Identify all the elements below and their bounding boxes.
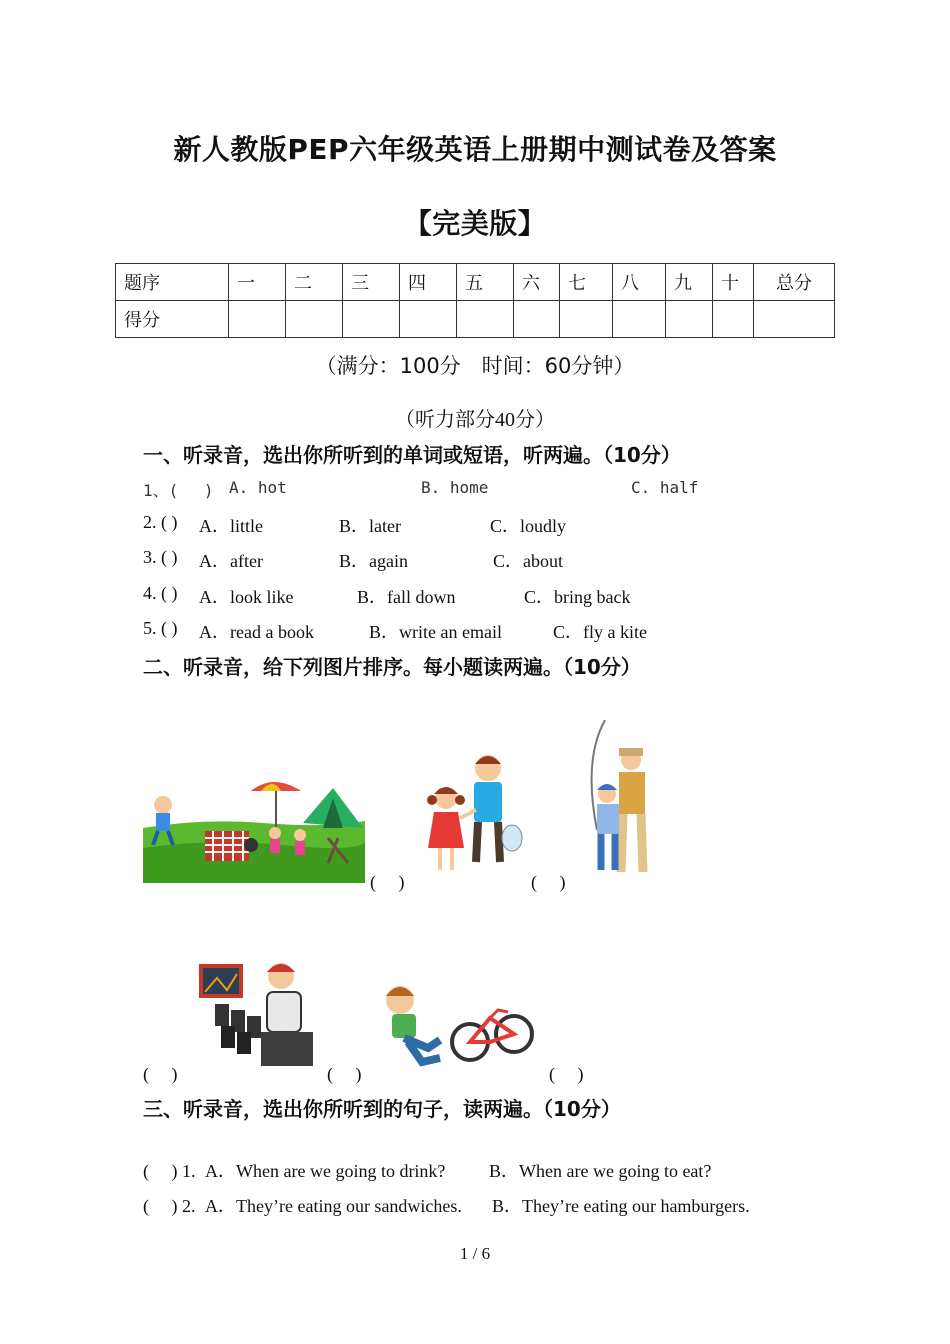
question-number: 5. ( ) — [143, 618, 178, 638]
option-b[interactable]: B．When are we going to eat? — [489, 1161, 712, 1181]
section1-heading: 一、听录音，选出你所听到的单词或短语，听两遍。（10分） — [143, 443, 681, 467]
sentence-question-1 — [143, 1157, 843, 1179]
header-cell: 七 — [560, 264, 613, 301]
score-cell[interactable] — [666, 301, 713, 338]
score-table-header-row — [116, 264, 835, 301]
header-cell: 二 — [286, 264, 343, 301]
answer-blank[interactable]: ( ) — [143, 1064, 178, 1084]
header-cell: 三 — [343, 264, 400, 301]
score-cell[interactable] — [613, 301, 666, 338]
answer-blank[interactable]: ( ) — [327, 1064, 362, 1084]
option-b[interactable]: B．later — [339, 516, 401, 536]
option-b[interactable]: B．write an email — [369, 622, 502, 642]
score-cell[interactable] — [343, 301, 400, 338]
score-cell[interactable] — [560, 301, 613, 338]
score-cell[interactable] — [754, 301, 835, 338]
option-a[interactable]: A．look like — [199, 587, 294, 607]
option-a[interactable]: A．after — [199, 551, 263, 571]
option-c[interactable]: C．loudly — [490, 516, 567, 536]
score-cell[interactable] — [286, 301, 343, 338]
option-b[interactable]: B．again — [339, 551, 408, 571]
option-b[interactable]: B．They’re eating our hamburgers. — [492, 1196, 750, 1216]
question-number: 4. ( ) — [143, 583, 178, 603]
header-cell: 四 — [400, 264, 457, 301]
question-2 — [143, 512, 843, 534]
header-cell: 一 — [229, 264, 286, 301]
option-a[interactable]: A．read a book — [199, 622, 314, 642]
header-cell: 题序 — [116, 264, 229, 301]
score-cell[interactable] — [457, 301, 514, 338]
answer-blank[interactable]: ( ) — [370, 872, 405, 892]
question-number: ( ) 2. — [143, 1196, 196, 1216]
header-cell: 九 — [666, 264, 713, 301]
listening-part-label: （听力部分40分） — [395, 409, 555, 431]
question-4 — [143, 583, 843, 605]
question-5 — [143, 618, 843, 640]
question-number: 2. ( ) — [143, 512, 178, 532]
score-cell[interactable] — [400, 301, 457, 338]
header-cell: 六 — [514, 264, 560, 301]
grandpa-fishing-image — [583, 720, 663, 880]
question-1 — [143, 478, 843, 500]
question-number: ( ) 1. — [143, 1161, 196, 1181]
header-cell: 五 — [457, 264, 514, 301]
question-3 — [143, 547, 843, 569]
option-c[interactable]: C．about — [493, 551, 563, 571]
option-b[interactable]: B. home — [421, 478, 489, 497]
option-c[interactable]: C. half — [631, 478, 699, 497]
header-cell: 八 — [613, 264, 666, 301]
document-title: 新人教版PEP六年级英语上册期中测试卷及答案 — [173, 133, 777, 166]
header-cell: 十 — [713, 264, 754, 301]
option-c[interactable]: C．bring back — [524, 587, 631, 607]
question-number: 3. ( ) — [143, 547, 178, 567]
row-label: 得分 — [116, 301, 229, 338]
score-table-score-row — [116, 301, 835, 338]
full-marks-note: （满分：100分 时间：60分钟） — [315, 354, 635, 378]
option-a[interactable]: A．They’re eating our sandwiches. — [205, 1196, 462, 1216]
score-cell[interactable] — [713, 301, 754, 338]
answer-blank[interactable]: ( ) — [549, 1064, 584, 1084]
score-cell[interactable] — [229, 301, 286, 338]
option-a[interactable]: A．little — [199, 516, 263, 536]
page-number: 1 / 6 — [459, 1244, 491, 1263]
section3-heading: 三、听录音，选出你所听到的句子，读两遍。（10分） — [143, 1097, 621, 1121]
answer-blank[interactable]: ( ) — [531, 872, 566, 892]
section2-heading: 二、听录音，给下列图片排序。每小题读两遍。（10分） — [143, 655, 641, 679]
question-number: 1、( ) — [143, 481, 214, 500]
header-cell: 总分 — [754, 264, 835, 301]
score-cell[interactable] — [514, 301, 560, 338]
document-subtitle: 【完美版】 — [403, 207, 547, 240]
option-a[interactable]: A．When are we going to drink? — [205, 1161, 446, 1181]
picnic-image — [143, 773, 365, 883]
score-table — [115, 263, 835, 338]
option-a[interactable]: A. hot — [229, 478, 287, 497]
option-c[interactable]: C．fly a kite — [553, 622, 647, 642]
boy-bike-fall-image — [378, 982, 546, 1072]
cinema-image — [197, 960, 322, 1070]
sentence-question-2 — [143, 1192, 843, 1214]
father-daughter-image — [420, 750, 530, 880]
option-b[interactable]: B．fall down — [357, 587, 456, 607]
